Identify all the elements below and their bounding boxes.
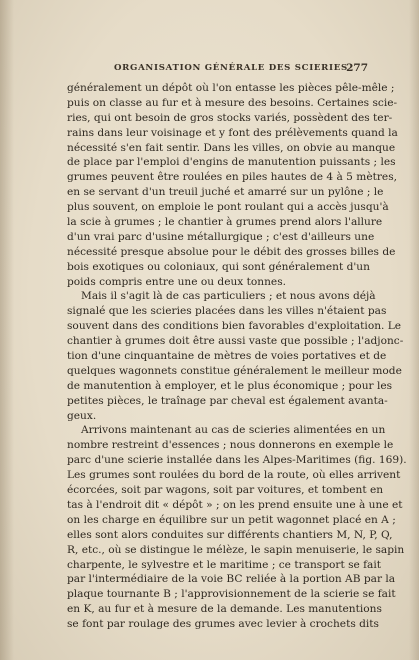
page-edge-shadow [409,0,419,660]
text-line: de manutention à employer, et le plus économique ; pour les [67,379,393,392]
spine-shadow [0,0,14,660]
text-line: rains dans leur voisinage et y font des prélèvements quand la [67,126,398,139]
text-line: plus souvent, on emploie le pont roulant qui a accès jusqu'à [67,201,389,214]
text-line: bois exotiques ou coloniaux, qui sont généralement d'un [67,260,370,273]
text-line: tion d'une cinquantaine de mètres de voies portatives et de [67,350,387,363]
text-line: en K, au fur et à mesure de la demande. Les manutentions [67,603,382,616]
text-line: Arrivons maintenant au cas de scieries alimentées en un [81,424,386,437]
text-line: se font par roulage des grumes avec levier à crochets dits [67,618,379,631]
text-line: poids compris entre une ou deux tonnes. [67,275,286,288]
page-header [76,63,368,77]
text-line: R, etc., où se distingue le mélèze, le sapin menuiserie, le sapin [67,543,405,556]
text-line: parc d'une scierie installée dans les Alpes-Maritimes (fig. 169). [67,454,407,467]
text-line: petites pièces, le traînage par cheval est également avanta- [67,394,388,407]
text-line: d'un vrai parc d'usine métallurgique ; c'est d'ailleurs une [67,230,375,243]
text-line: nécessité presque absolue pour le débit des grosses billes de [67,245,396,258]
text-line: elles sont alors conduites sur différents chantiers M, N, P, Q, [67,528,393,541]
body-text [67,81,407,632]
text-line: signalé que les scieries placées dans les villes n'étaient pas [67,305,387,318]
text-line: puis on classe au fur et à mesure des besoins. Certaines scie- [67,96,398,109]
text-line: souvent dans des conditions bien favorables d'exploitation. Le [67,320,402,333]
text-line: Mais il s'agit là de cas particuliers ; et nous avons déjà [81,290,376,303]
text-line: de place par l'emploi d'engins de manutention puissants ; les [67,156,396,169]
text-line: ries, qui ont besoin de gros stocks variés, possèdent des ter- [67,111,393,124]
text-line: quelques wagonnets constitue généralement le meilleur mode [67,364,402,377]
page-number: 277 [346,62,368,74]
text-line: on les charge en équilibre sur un petit wagonnet placé en A ; [67,513,396,526]
text-line: chantier à grumes doit être aussi vaste que possible ; l'adjonc- [67,335,404,348]
text-line: en se servant d'un treuil juché et amarré sur un pylône ; le [67,186,384,199]
text-line: charpente, le sylvestre et le maritime ; ce transport se fait [67,558,382,571]
text-line: tas à l'endroit dit « dépôt » ; on les prend ensuite une à une et [67,498,403,511]
text-line: grumes peuvent être roulées en piles hautes de 4 à 5 mètres, [67,171,397,184]
text-line: par l'intermédiaire de la voie BC reliée à la portion AB par la [67,573,396,586]
running-title: ORGANISATION GÉNÉRALE DES SCIERIES [114,63,348,73]
text-line: Les grumes sont roulées du bord de la route, où elles arrivent [67,469,401,482]
text-line: geux. [67,409,97,422]
text-line: nécessité s'en fait sentir. Dans les villes, on obvie au manque [67,141,396,154]
text-line: généralement un dépôt où l'on entasse les pièces pêle-mêle ; [67,82,395,94]
text-line: écorcées, soit par wagons, soit par voitures, et tombent en [67,484,384,497]
text-line: plaque tournante B ; l'approvisionnement de la scierie se fait [67,588,396,601]
text-line: la scie à grumes ; le chantier à grumes prend alors l'allure [67,216,383,229]
text-line: nombre restreint d'essences ; nous donnerons en exemple le [67,439,394,452]
